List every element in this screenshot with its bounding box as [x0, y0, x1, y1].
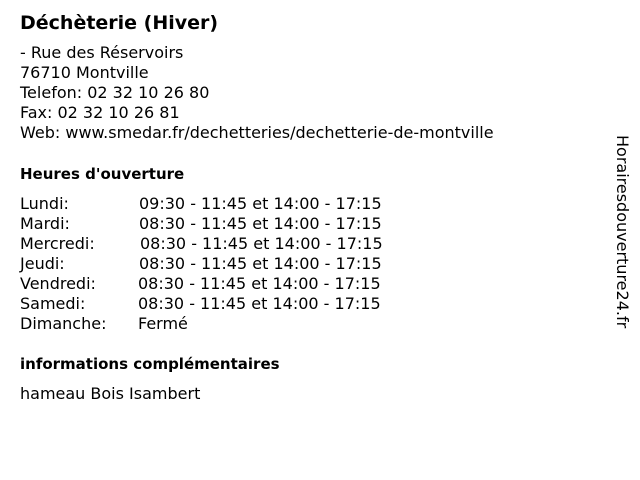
day-label: Vendredi:: [20, 274, 96, 293]
day-label: Jeudi:: [20, 254, 65, 273]
page-title: Déchèterie (Hiver): [20, 12, 219, 34]
site-watermark: Horairesdouverture24.fr: [613, 135, 632, 329]
hours-value: 08:30 - 11:45 et 14:00 - 17:15: [138, 294, 381, 313]
day-label: Dimanche:: [20, 314, 107, 333]
fax-number: Fax: 02 32 10 26 81: [20, 103, 180, 122]
hours-value: Fermé: [138, 314, 188, 333]
opening-hours-heading: Heures d'ouverture: [20, 165, 185, 183]
hours-value: 08:30 - 11:45 et 14:00 - 17:15: [138, 274, 381, 293]
day-label: Mardi:: [20, 214, 70, 233]
day-label: Lundi:: [20, 194, 69, 213]
postal-city: 76710 Montville: [20, 63, 149, 82]
day-label: Samedi:: [20, 294, 86, 313]
phone-number: Telefon: 02 32 10 26 80: [20, 83, 210, 102]
hours-value: 08:30 - 11:45 et 14:00 - 17:15: [140, 234, 383, 253]
additional-info-text: hameau Bois Isambert: [20, 384, 201, 403]
address-block: [20, 43, 494, 143]
additional-info-heading: informations complémentaires: [20, 355, 280, 373]
hours-value: 08:30 - 11:45 et 14:00 - 17:15: [139, 254, 382, 273]
street-address: - Rue des Réservoirs: [20, 43, 184, 62]
day-label: Mercredi:: [20, 234, 95, 253]
hours-value: 08:30 - 11:45 et 14:00 - 17:15: [139, 214, 382, 233]
hours-value: 09:30 - 11:45 et 14:00 - 17:15: [139, 194, 382, 213]
website-link[interactable]: Web: www.smedar.fr/dechetteries/dechetterie-de-montville: [20, 123, 494, 142]
